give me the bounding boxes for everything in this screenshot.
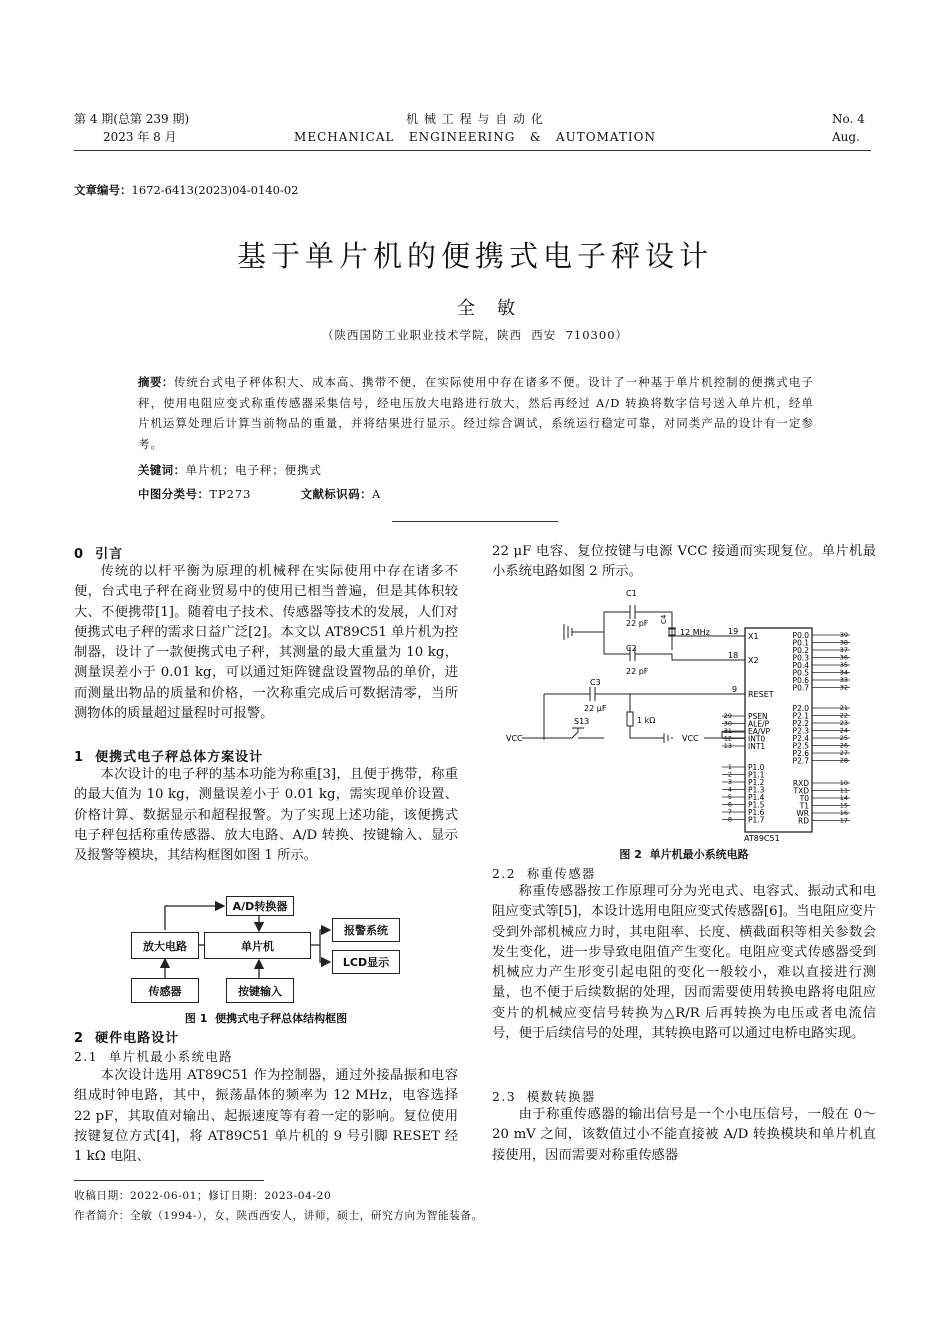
p2-num-6: 27 [839, 749, 848, 757]
p3-pin-3: T1 [799, 801, 809, 811]
c3-label: C3 [590, 678, 601, 687]
fig1-lcd: LCD显示 [332, 950, 400, 974]
section-2-2-heading: 2.2 称重传感器 [492, 867, 596, 881]
pin19-label: 19 [728, 627, 739, 636]
p3-pin-5: RD [798, 816, 809, 826]
p0-pin-0: P0.0 [792, 631, 809, 640]
ctrl-num-3: 12 [723, 734, 732, 743]
fig1-amplifier: 放大电路 [131, 932, 199, 959]
ctrl-pin-4: INT1 [748, 742, 766, 751]
p3-pin-1: TXD [793, 786, 809, 796]
p2-pin-1: P2.1 [792, 711, 809, 721]
p3-num-4: 16 [839, 809, 848, 817]
p0-num-2: 37 [839, 646, 848, 654]
p1-num-3: 4 [727, 785, 732, 794]
p2-num-1: 22 [839, 711, 848, 720]
paper-title: 基于单片机的便携式电子秤设计 [236, 239, 713, 273]
issue-number: No. 4 [832, 112, 865, 126]
abstract-separator [392, 521, 558, 522]
p0-num-0: 39 [839, 631, 848, 639]
ctrl-num-0: 29 [723, 712, 732, 720]
section-0-paragraph: 传统的以杆平衡为原理的机械秤在实际使用中存在诸多不便，台式电子秤在商业贸易中的使用已相当普遍，但是其体积较大、不便携带[1]。随着电子技术、传感器等技术的发展，人们对便携式电子秤的需求日益广泛[2]。本文以 AT89C51 单片机为控制器，设计了一款便携式电子秤，其测量的最大重量为 10 kg，测量误差小于 0.01 kg，可以通过矩阵键盘设置物品的单价，进而测量出物品的质量和价格，一次称重完成后可数据清零，当所测物体的质量超过量程时可报警。 [74, 564, 458, 722]
c1-value: 22 pF [626, 619, 649, 628]
p0-pin-2: P0.2 [792, 646, 809, 655]
ctrl-num-1: 30 [723, 719, 732, 728]
fig1-ad-converter: A/D转换器 [226, 896, 294, 916]
section-1-heading: 1 便携式电子秤总体方案设计 [74, 750, 264, 765]
p3-num-5: 17 [839, 816, 848, 825]
r1-value: 1 kΩ [637, 716, 656, 725]
section-2-heading: 2 硬件电路设计 [74, 1031, 180, 1046]
pin9-label: 9 [732, 685, 738, 694]
footnote-rule [74, 1180, 264, 1181]
c2-value: 22 pF [626, 667, 649, 676]
journal-name-en: MECHANICAL ENGINEERING & AUTOMATION [294, 130, 656, 144]
fig1-mcu: 单片机 [204, 932, 311, 959]
crystal-ref: C4 [660, 614, 668, 624]
p3-pin-4: WR [796, 809, 809, 818]
p1-num-5: 6 [727, 800, 732, 809]
fig1-sensor: 传感器 [131, 978, 199, 1003]
p3-num-3: 15 [839, 801, 848, 810]
p2-num-4: 25 [839, 734, 848, 742]
reset-pin-label: RESET [748, 690, 774, 699]
section-2-1-paragraph: 本次设计选用 AT89C51 作为控制器，通过外接晶振和电容组成时钟电路，其中，振荡晶体的频率为 12 MHz，电容选择 22 pF，其取值对输出、起振速度等有着一定的影响。复位使用按键复位方式[4]，将 AT89C51 单片机的 9 号引脚 RESET 经 1 kΩ 电阻、 [74, 1068, 458, 1165]
affiliation: （陕西国防工业职业技术学院，陕西 西安 710300） [321, 328, 629, 342]
p1-num-7: 8 [727, 815, 732, 824]
ground-symbol [564, 624, 572, 640]
p0-pin-3: P0.3 [792, 653, 809, 663]
c2-label: C2 [626, 644, 637, 653]
vcc1-label: VCC [506, 734, 523, 743]
p1-pin-6: P1.6 [748, 808, 765, 817]
p1-pin-5: P1.5 [748, 800, 765, 810]
p1-pin-7: P1.7 [748, 815, 765, 825]
crystal-freq: 12 MHz [680, 628, 710, 637]
p3-num-0: 10 [839, 779, 848, 787]
p1-pin-2: P1.2 [748, 778, 765, 787]
article-number: 文章编号：1672-6413(2023)04-0140-02 [74, 183, 299, 197]
footnote-author-bio: 作者简介：全敏（1994-），女，陕西西安人，讲师，硕士，研究方向为智能装备。 [74, 1210, 483, 1222]
p3-num-1: 11 [839, 786, 848, 795]
keywords: 关键词：单片机；电子秤；便携式 [138, 463, 322, 477]
p0-num-3: 36 [839, 653, 848, 662]
p2-pin-3: P2.3 [792, 726, 809, 736]
p2-num-0: 21 [839, 704, 848, 712]
chip-name: AT89C51 [744, 834, 780, 843]
p0-num-7: 32 [839, 683, 848, 692]
p1-num-6: 7 [727, 808, 732, 816]
ctrl-pin-1: ALE/P [748, 719, 770, 729]
resistor-r1 [627, 712, 633, 726]
p0-pin-7: P0.7 [792, 683, 809, 693]
abstract: 摘要：传统台式电子秤体积大、成本高、携带不便，在实际使用中存在诸多不便。设计了一种基于单片机控制的便携式电子秤，使用电阻应变式称重传感器采集信号，经电压放大电路进行放大，然后再经过 A/D 转换将数字信号送入单片机，经单片机运算处理后计算当前物品的重量，并将结果进行显示。经过综合调试，系统运行稳定可靠，对同类产品的设计有一定参考。 [138, 375, 814, 451]
figure-2-circuit [492, 588, 876, 844]
issue-month: Aug. [832, 130, 860, 144]
author: 全敏 [457, 298, 537, 319]
vcc2-label: VCC [682, 734, 699, 743]
section-0-heading: 0 引言 [74, 547, 124, 562]
p0-num-5: 34 [839, 668, 848, 677]
p2-pin-4: P2.4 [792, 734, 809, 743]
journal-date: 2023 年 8 月 [103, 130, 177, 144]
p0-num-6: 33 [839, 676, 848, 684]
p1-num-1: 2 [727, 770, 732, 779]
p0-num-1: 38 [839, 638, 848, 647]
section-2-2-paragraph: 称重传感器按工作原理可分为光电式、电容式、振动式和电阻应变式等[5]，本设计选用电阻应变式传感器[6]。当电阻应变片受到外部机械应力时，其电阻率、长度、横截面积等相关参数会发生变化，进一步导致电阻值产生变化。电阻应变式传感器受到机械应力产生形变引起电阻的变化一般较小，难以直接进行测量，也不便于后续数据的处理，因而需要使用转换电路将电阻应变片的机械应变信号转换为△R/R 后再转换为电压或者电流信号，便于后续信号的处理，其转换电路可以通过电桥电路实现。 [492, 884, 876, 1042]
figure-1-caption: 图 1 便携式电子秤总体结构框图 [184, 1012, 348, 1025]
classification: 中图分类号：TP273 文献标识码：A [138, 487, 382, 501]
ctrl-num-4: 13 [723, 742, 732, 750]
x2-label: X2 [748, 656, 759, 665]
p0-pin-4: P0.4 [792, 661, 809, 670]
p1-pin-3: P1.3 [748, 785, 765, 795]
ctrl-pin-3: INT0 [748, 734, 766, 744]
p1-pin-4: P1.4 [748, 793, 765, 802]
p0-pin-5: P0.5 [792, 668, 809, 678]
section-2-1-continued: 22 μF 电容、复位按键与电源 VCC 接通而实现复位。单片机最小系统电路如图 2 所示。 [492, 544, 876, 580]
p3-pin-0: RXD [792, 779, 809, 788]
header-rule [74, 150, 871, 151]
p3-num-2: 14 [839, 794, 848, 802]
p3-pin-2: T0 [799, 794, 809, 803]
section-2-3-heading: 2.3 模数转换器 [492, 1090, 596, 1104]
p1-num-4: 5 [727, 793, 732, 801]
c3-value: 22 μF [584, 704, 607, 713]
journal-name-cn: 机 械 工 程 与 自 动 化 [406, 112, 544, 126]
ctrl-pin-2: EA/VP [748, 727, 771, 736]
fig1-alarm: 报警系统 [332, 918, 400, 942]
p2-pin-6: P2.6 [792, 749, 809, 758]
section-2-3-paragraph: 由于称重传感器的输出信号是一个小电压信号，一般在 0～20 mV 之间，该数值过小不能直接被 A/D 转换模块和单片机直接使用，因而需要对称重传感器 [492, 1107, 876, 1163]
p1-num-2: 3 [727, 778, 732, 786]
p0-num-4: 35 [839, 661, 848, 669]
footnote-dates: 收稿日期：2022-06-01；修订日期：2023-04-20 [74, 1190, 332, 1202]
circuit-wires [522, 605, 812, 832]
p1-num-0: 1 [727, 763, 732, 771]
p1-pin-1: P1.1 [748, 770, 765, 780]
ctrl-pin-0: PSEN [748, 712, 768, 721]
p2-num-5: 26 [839, 741, 848, 750]
figure-2-caption: 图 2 单片机最小系统电路 [619, 848, 749, 861]
p2-pin-0: P2.0 [792, 704, 809, 713]
p1-pin-0: P1.0 [748, 763, 765, 772]
section-2-1-heading: 2.1 单片机最小系统电路 [74, 1050, 234, 1064]
c1-label: C1 [626, 589, 637, 598]
p2-num-3: 24 [839, 726, 848, 735]
p0-pin-6: P0.6 [792, 676, 809, 685]
journal-issue: 第 4 期(总第 239 期) [74, 112, 190, 126]
figure-1-block-diagram [74, 890, 458, 1010]
p0-pin-1: P0.1 [792, 638, 809, 648]
p2-pin-2: P2.2 [792, 719, 809, 728]
ctrl-num-2: 31 [723, 727, 732, 735]
section-1-paragraph: 本次设计的电子秤的基本功能为称重[3]，且便于携带，称重的最大值为 10 kg，测量误差小于 0.01 kg，需实现单价设置、价格计算、数据显示和超程报警。为了实现上述功能，该便携式电子秤包括称重传感器、放大电路、A/D 转换、按键输入、显示及报警等模块，其结构框图如图 1 所示。 [74, 767, 458, 864]
p2-num-7: 28 [839, 756, 848, 765]
pin18-label: 18 [728, 651, 739, 660]
p2-pin-7: P2.7 [792, 756, 809, 766]
fig1-key-input: 按键输入 [226, 978, 294, 1003]
s13-label: S13 [574, 717, 590, 726]
p2-num-2: 23 [839, 719, 848, 727]
p2-pin-5: P2.5 [792, 741, 809, 751]
x1-label: X1 [748, 632, 759, 641]
